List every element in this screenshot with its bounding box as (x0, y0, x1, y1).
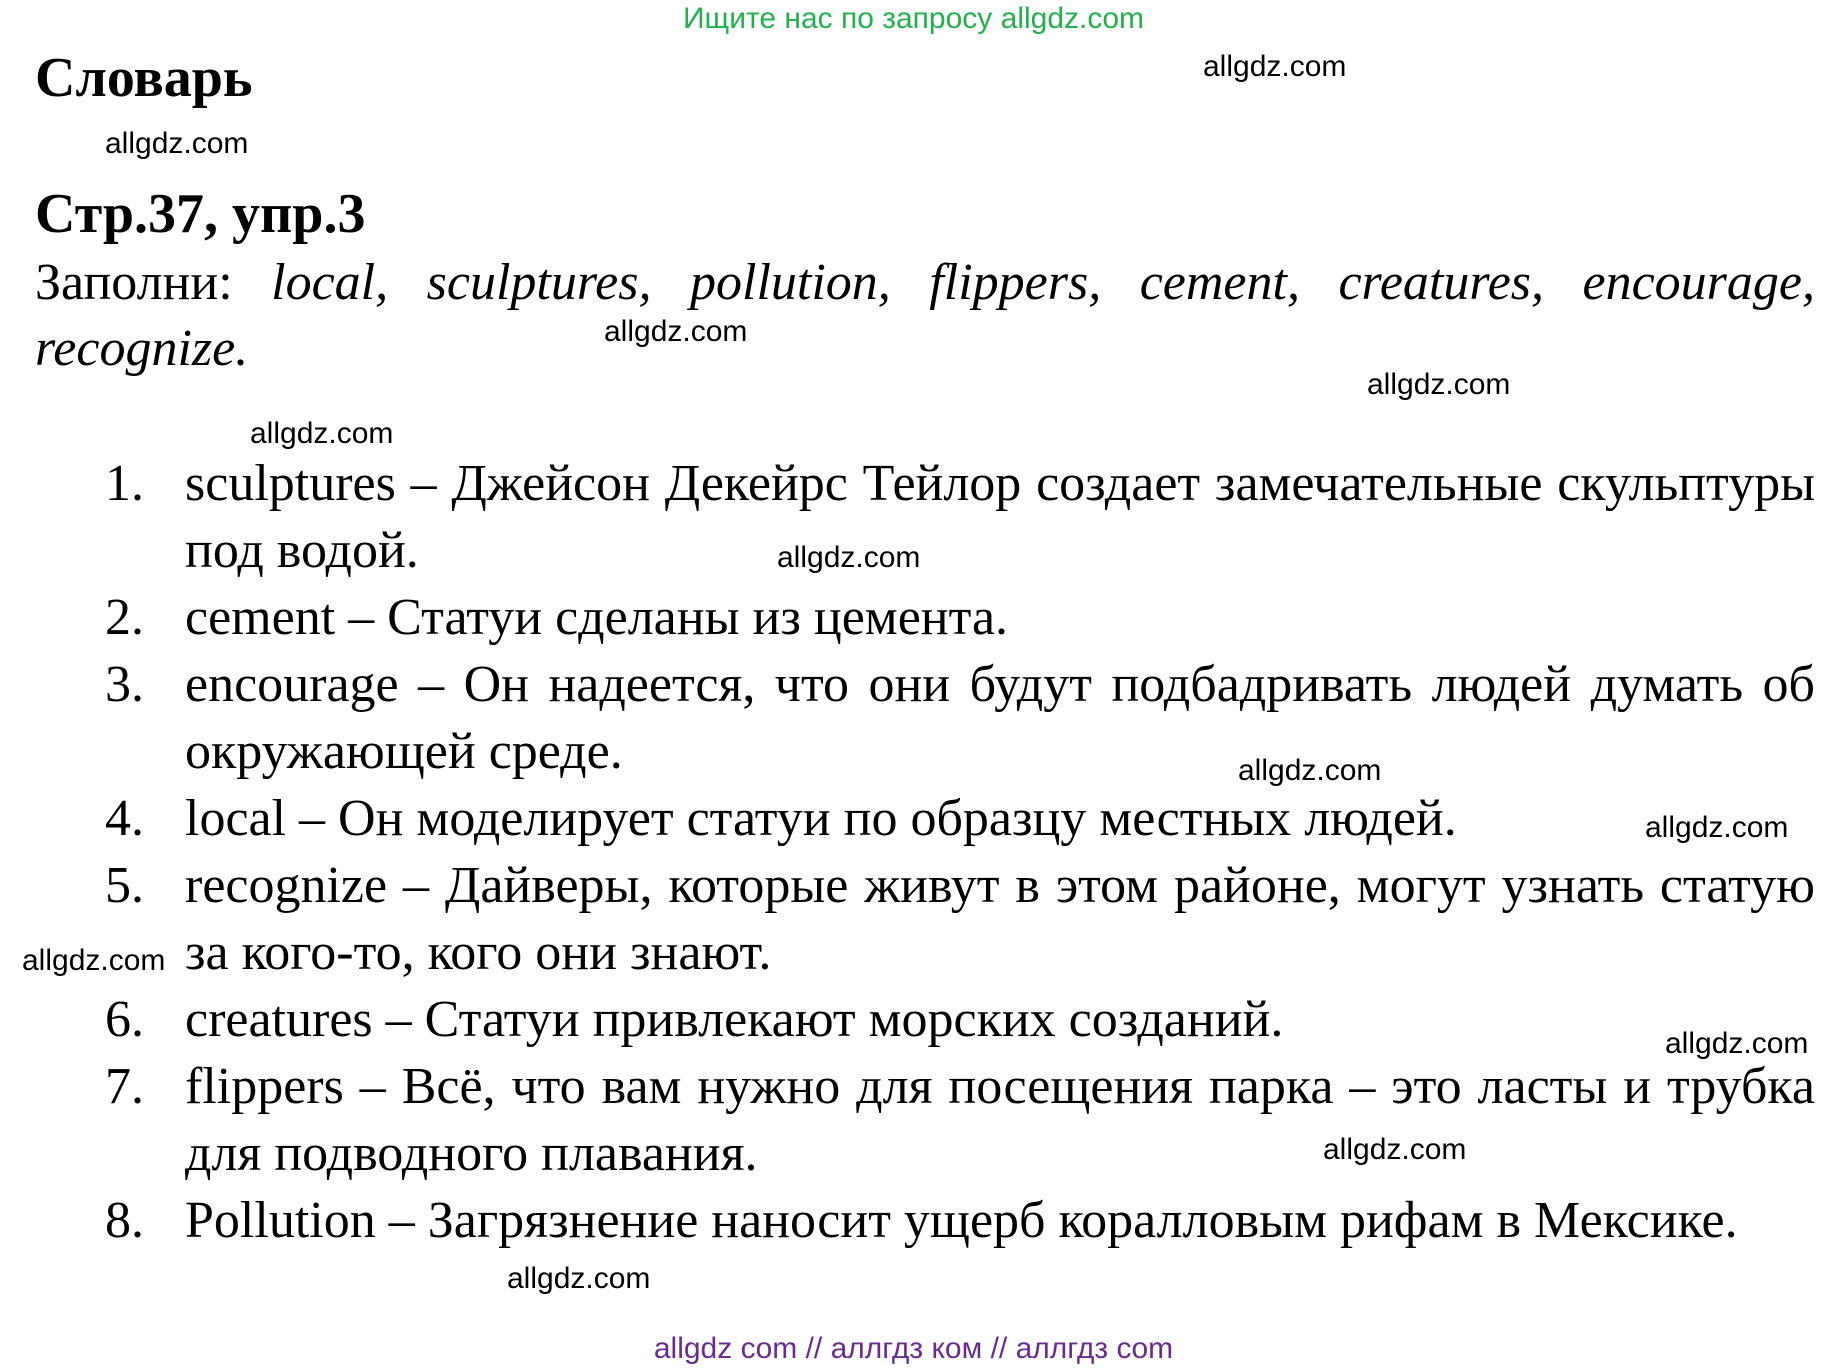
watermark: allgdz.com (1203, 50, 1347, 83)
watermark: allgdz.com (1645, 811, 1789, 844)
answer-item (105, 986, 1815, 1053)
task-label: Заполни: (35, 254, 233, 311)
answer-number: 4. (105, 790, 144, 847)
watermark: allgdz.com (604, 315, 748, 348)
answer-text: creatures – Статуи привлекают морских созданий. (185, 991, 1284, 1048)
watermark: allgdz.com (1323, 1133, 1467, 1166)
answer-number: 8. (105, 1192, 144, 1249)
answer-text: encourage – Он надеется, что они будут подбадривать людей думать об окружающей среде. (185, 656, 1815, 780)
answer-item (105, 1187, 1815, 1254)
watermark: allgdz.com (1238, 754, 1382, 787)
answer-number: 2. (105, 589, 144, 646)
footer-watermark: allgdz com // аллгдз ком // аллгдз com (653, 1332, 1174, 1365)
answer-text: Pollution – Загрязнение наносит ущерб коралловым рифам в Мексике. (185, 1192, 1738, 1249)
exercise-heading: Стр.37, упр.3 (35, 183, 366, 245)
watermark: allgdz.com (507, 1262, 651, 1295)
answer-number: 6. (105, 991, 144, 1048)
answer-text: sculptures – Джейсон Декейрс Тейлор создает замечательные скульптуры под водой. (185, 455, 1815, 579)
watermark: allgdz.com (777, 541, 921, 574)
answer-item (105, 1053, 1815, 1187)
answer-text: recognize – Дайверы, которые живут в этом районе, могут узнать статую за кого-то, кого они знают. (185, 857, 1815, 981)
answer-item (105, 450, 1815, 584)
task-word-list: local, sculptures, pollution, flippers, cement, creatures, encourage, recognize. (35, 254, 1815, 377)
watermark: allgdz.com (1367, 368, 1511, 401)
answer-item (105, 852, 1815, 986)
answer-item (105, 584, 1815, 651)
answer-text: flippers – Всё, что вам нужно для посещения парка – это ласты и трубка для подводного плавания. (185, 1058, 1815, 1182)
answer-item (105, 651, 1815, 785)
answer-text: local – Он моделирует статуи по образцу местных людей. (185, 790, 1457, 847)
watermark: allgdz.com (105, 127, 249, 160)
answer-number: 1. (105, 455, 144, 512)
answer-text: cement – Статуи сделаны из цемента. (185, 589, 1009, 646)
watermark: allgdz.com (22, 944, 166, 977)
watermark: allgdz.com (250, 417, 394, 450)
answer-number: 5. (105, 857, 144, 914)
answer-item (105, 785, 1815, 852)
answer-number: 7. (105, 1058, 144, 1115)
answer-number: 3. (105, 656, 144, 713)
task-instruction (35, 250, 1815, 382)
watermark: allgdz.com (1665, 1027, 1809, 1060)
page-title: Словарь (35, 47, 253, 109)
answer-list (105, 450, 1815, 1254)
top-banner: Ищите нас по запросу allgdz.com (682, 2, 1145, 35)
